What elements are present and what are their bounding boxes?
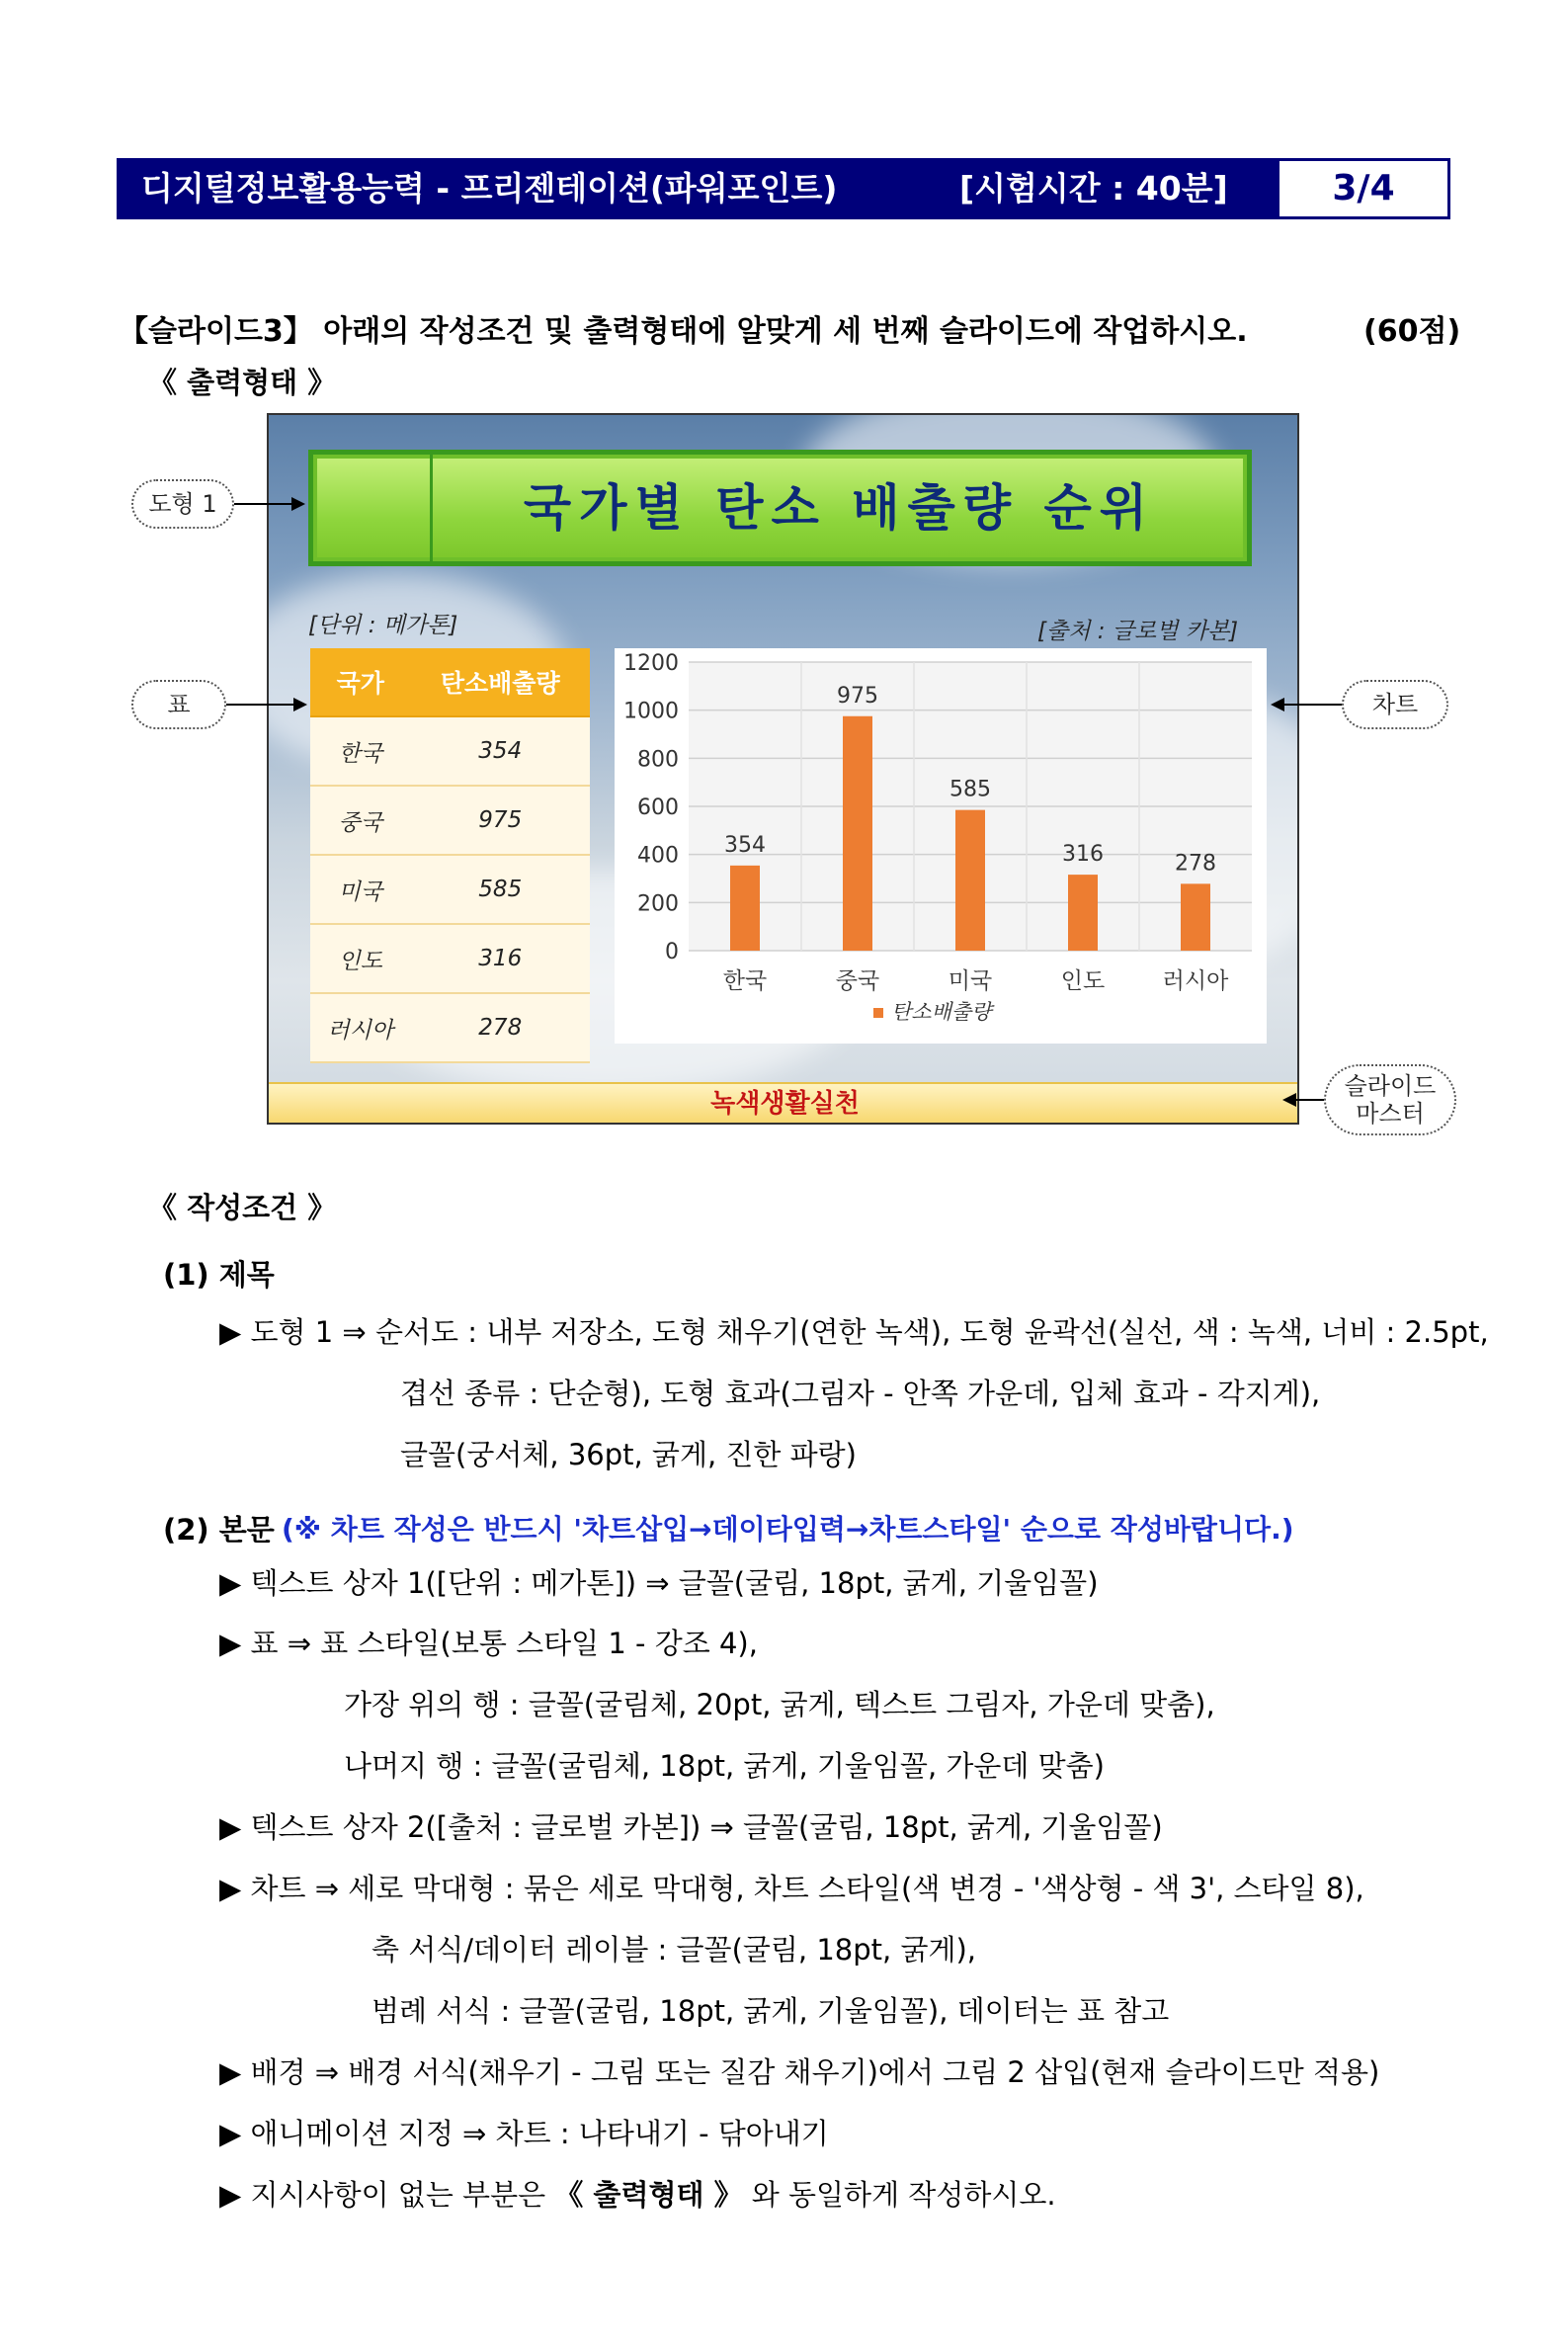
condition-line: ▶ 애니메이션 지정 ⇒ 차트 : 나타내기 - 닦아내기: [219, 2117, 829, 2150]
exam-header: [117, 158, 1450, 219]
table-cell: 975: [411, 786, 591, 855]
section1-title: (1) 제목: [163, 1258, 275, 1292]
table-cell: 미국: [310, 855, 411, 924]
callout-master-line1: 슬라이드: [1344, 1072, 1437, 1100]
callout-shape1: 도형 1: [131, 479, 234, 529]
page-number: 3/4: [1277, 161, 1447, 216]
y-tick-label: 1200: [623, 651, 679, 676]
table-header-emission: 탄소배출량: [411, 648, 591, 716]
legend-swatch: [873, 1008, 883, 1018]
data-label: 278: [1175, 851, 1216, 877]
data-table: [310, 648, 590, 1063]
arrow-shape1: [234, 503, 303, 505]
table-cell: 한국: [310, 716, 411, 786]
last-prefix: ▶ 지시사항이 없는 부분은: [219, 2178, 546, 2212]
arrow-chart: [1273, 704, 1342, 706]
condition-line: 나머지 행 : 글꼴(굴림체, 18pt, 굵게, 기울임꼴, 가운데 맞춤): [344, 1749, 1105, 1783]
condition-line-last: [219, 2173, 1056, 2214]
table-cell: 중국: [310, 786, 411, 855]
x-tick-label: 중국: [835, 968, 880, 994]
condition-line: 가장 위의 행 : 글꼴(굴림체, 20pt, 굵게, 텍스트 그림자, 가운데 맞춤),: [344, 1688, 1215, 1721]
callout-master-line2: 마스터: [1356, 1100, 1425, 1128]
legend-label: 탄소배출량: [891, 1000, 992, 1024]
table-cell: 585: [411, 855, 591, 924]
condition-line: ▶ 배경 ⇒ 배경 서식(채우기 - 그림 또는 질감 채우기)에서 그림 2 삽입(현재 슬라이드만 적용): [219, 2055, 1380, 2089]
exam-time: [시험시간 : 40분]: [959, 169, 1228, 208]
last-bold: 《 출력형태 》: [554, 2178, 743, 2212]
table-cell: 인도: [310, 924, 411, 993]
data-label: 354: [724, 832, 766, 858]
condition-line: ▶ 차트 ⇒ 세로 막대형 : 묶은 세로 막대형, 차트 스타일(색 변경 - '색상형 - 색 3', 스타일 8),: [219, 1872, 1364, 1905]
callout-chart: 차트: [1342, 680, 1448, 729]
exam-title: 디지털정보활용능력 - 프리젠테이션(파워포인트): [141, 169, 838, 208]
unit-label: [단위 : 메가톤]: [308, 613, 458, 638]
title-shape: [308, 450, 1252, 566]
table-cell: 316: [411, 924, 591, 993]
callout-table: 표: [131, 680, 226, 729]
x-tick-label: 한국: [722, 968, 768, 994]
section1-line3: 글꼴(궁서체, 36pt, 굵게, 진한 파랑): [400, 1438, 857, 1471]
table-row: [310, 716, 590, 786]
y-tick-label: 800: [637, 747, 679, 773]
section2-title: (2) 본문: [163, 1513, 275, 1547]
table-cell: 278: [411, 993, 591, 1062]
bar: [1068, 875, 1098, 951]
table-header-row: [310, 648, 590, 716]
data-label: 975: [837, 683, 878, 709]
bar: [955, 810, 985, 951]
table-row: [310, 855, 590, 924]
table-cell: 러시아: [310, 993, 411, 1062]
footer-text: 녹색생활실천: [710, 1089, 860, 1119]
y-tick-label: 200: [637, 891, 679, 917]
section2-note: (※ 차트 작성은 반드시 '차트삽입→데이타입력→차트스타일' 순으로 작성바랍니다.): [282, 1513, 1294, 1546]
bar: [730, 866, 760, 951]
data-label: 316: [1062, 842, 1104, 868]
slide-preview: [267, 413, 1299, 1125]
source-label: [출처 : 글로벌 카본]: [1037, 619, 1239, 644]
x-tick-label: 미국: [948, 968, 993, 994]
condition-line: ▶ 텍스트 상자 1([단위 : 메가톤]) ⇒ 글꼴(굴림, 18pt, 굵게, 기울임꼴): [219, 1566, 1099, 1600]
conditions-heading: 《 작성조건 》: [148, 1191, 337, 1224]
instruction-heading: 【슬라이드3】 아래의 작성조건 및 출력형태에 알맞게 세 번째 슬라이드에 작업하시오.: [119, 314, 1248, 349]
chart-area: [615, 648, 1267, 1044]
bar-chart: [615, 648, 1267, 1044]
x-tick-label: 인도: [1060, 968, 1106, 994]
table-row: [310, 924, 590, 993]
data-label: 585: [949, 777, 991, 802]
section1-line1: ▶ 도형 1 ⇒ 순서도 : 내부 저장소, 도형 채우기(연한 녹색), 도형 윤곽선(실선, 색 : 녹색, 너비 : 2.5pt,: [219, 1315, 1489, 1349]
bar: [843, 716, 872, 951]
table-row: [310, 993, 590, 1062]
y-tick-label: 600: [637, 795, 679, 820]
condition-line: ▶ 표 ⇒ 표 스타일(보통 스타일 1 - 강조 4),: [219, 1627, 758, 1660]
arrow-master: [1284, 1099, 1324, 1101]
section1-line2: 겹선 종류 : 단순형), 도형 효과(그림자 - 안쪽 가운데, 입체 효과 - 각지게),: [400, 1377, 1321, 1410]
condition-line: 범례 서식 : 글꼴(굴림, 18pt, 굵게, 기울임꼴), 데이터는 표 참고: [371, 1994, 1170, 2028]
output-form-label: 《 출력형태 》: [148, 366, 337, 399]
bar: [1181, 883, 1210, 951]
y-tick-label: 1000: [623, 699, 679, 724]
callout-master: [1324, 1064, 1456, 1135]
instruction-points: (60점): [1363, 314, 1461, 349]
table-cell: 354: [411, 716, 591, 786]
table-row: [310, 786, 590, 855]
y-tick-label: 400: [637, 843, 679, 869]
condition-line: ▶ 텍스트 상자 2([출처 : 글로벌 카본]) ⇒ 글꼴(굴림, 18pt, 굵게, 기울임꼴): [219, 1810, 1163, 1844]
slide-title: 국가별 탄소 배출량 순위: [523, 478, 1156, 537]
y-tick-label: 0: [665, 940, 679, 964]
x-tick-label: 러시아: [1162, 968, 1229, 994]
last-suffix: 와 동일하게 작성하시오.: [751, 2178, 1056, 2212]
table-header-country: 국가: [310, 648, 411, 716]
arrow-table: [226, 704, 305, 706]
condition-line: 축 서식/데이터 레이블 : 글꼴(굴림, 18pt, 굵게),: [371, 1933, 977, 1967]
